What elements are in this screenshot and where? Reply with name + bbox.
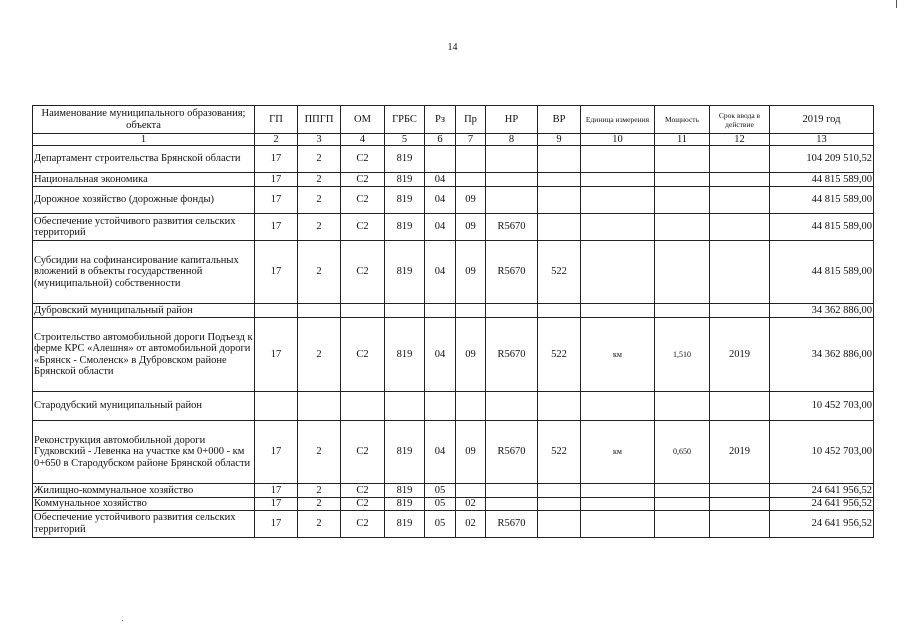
table-cell: 04 [425, 318, 456, 392]
table-cell [298, 392, 341, 421]
table-cell: 17 [255, 146, 298, 173]
table-cell [655, 214, 710, 241]
table-cell [425, 392, 456, 421]
amount-cell: 44 815 589,00 [770, 173, 874, 187]
table-cell: 1,510 [655, 318, 710, 392]
table-cell: 05 [425, 484, 456, 498]
table-row [33, 498, 874, 511]
table-row [33, 484, 874, 498]
table-cell: 17 [255, 241, 298, 304]
table-cell: С2 [341, 421, 385, 484]
amount-cell: 34 362 886,00 [770, 304, 874, 318]
table-cell [655, 498, 710, 511]
table-cell: С2 [341, 318, 385, 392]
table-cell: 04 [425, 187, 456, 214]
table-cell [486, 173, 538, 187]
table-cell [655, 304, 710, 318]
amount-cell: 10 452 703,00 [770, 421, 874, 484]
table-cell: 819 [385, 187, 425, 214]
table-cell [655, 173, 710, 187]
table-cell [486, 484, 538, 498]
table-cell [425, 146, 456, 173]
table-cell [710, 498, 770, 511]
header-pr: Пр [456, 106, 486, 134]
amount-cell: 104 209 510,52 [770, 146, 874, 173]
table-cell: 05 [425, 510, 456, 537]
table-row [33, 318, 874, 392]
table-cell [581, 173, 655, 187]
table-cell: 2 [298, 173, 341, 187]
table-cell: 2 [298, 214, 341, 241]
table-cell [538, 304, 581, 318]
table-cell: 819 [385, 146, 425, 173]
table-cell [255, 392, 298, 421]
table-cell [456, 392, 486, 421]
object-name-cell: Субсидии на софинансирование капитальных вложений в объекты государственной (муниципальной) собственности [33, 241, 255, 304]
column-number: 8 [486, 134, 538, 146]
table-cell [486, 304, 538, 318]
table-cell: 17 [255, 421, 298, 484]
table-cell: 819 [385, 241, 425, 304]
table-cell: R5670 [486, 214, 538, 241]
object-name-cell: Коммунальное хозяйство [33, 498, 255, 511]
budget-table [32, 105, 874, 538]
table-cell [710, 304, 770, 318]
table-row [33, 187, 874, 214]
table-cell [486, 498, 538, 511]
amount-cell: 24 641 956,52 [770, 484, 874, 498]
table-cell [341, 304, 385, 318]
table-cell [255, 304, 298, 318]
table-cell [486, 187, 538, 214]
table-cell [538, 173, 581, 187]
header-rz: Рз [425, 106, 456, 134]
column-number: 10 [581, 134, 655, 146]
table-cell: С2 [341, 173, 385, 187]
table-cell: км [581, 421, 655, 484]
table-cell: 17 [255, 173, 298, 187]
column-number: 3 [298, 134, 341, 146]
column-number: 7 [456, 134, 486, 146]
object-name-cell: Обеспечение устойчивого развития сельских территорий [33, 214, 255, 241]
amount-cell: 44 815 589,00 [770, 214, 874, 241]
table-cell [538, 484, 581, 498]
table-cell [581, 214, 655, 241]
table-cell [581, 498, 655, 511]
table-cell: С2 [341, 214, 385, 241]
table-cell: 04 [425, 173, 456, 187]
scan-dot [122, 620, 123, 621]
object-name-cell: Департамент строительства Брянской области [33, 146, 255, 173]
header-name: Наименование муниципального образования; объекта [33, 106, 255, 134]
table-cell [581, 304, 655, 318]
column-number: 6 [425, 134, 456, 146]
table-cell: R5670 [486, 318, 538, 392]
header-nr: НР [486, 106, 538, 134]
table-cell [456, 173, 486, 187]
header-unit: Единица измерения [581, 106, 655, 134]
header-capacity: Мощность [655, 106, 710, 134]
object-name-cell: Строительство автомобильной дороги Подъезд к ферме КРС «Алешня» от автомобильной дороги «Брянск - Смоленск» в Дубровском районе Брянской области [33, 318, 255, 392]
table-cell [385, 392, 425, 421]
table-cell [581, 392, 655, 421]
table-row [33, 304, 874, 318]
table-cell: 2019 [710, 421, 770, 484]
table-cell: С2 [341, 146, 385, 173]
table-cell [456, 304, 486, 318]
table-row [33, 241, 874, 304]
table-cell [456, 484, 486, 498]
table-cell: 09 [456, 241, 486, 304]
table-cell: 819 [385, 421, 425, 484]
object-name-cell: Дубровский муниципальный район [33, 304, 255, 318]
header-om: ОМ [341, 106, 385, 134]
table-cell [710, 146, 770, 173]
table-cell [425, 304, 456, 318]
table-cell: 2 [298, 498, 341, 511]
table-cell [581, 510, 655, 537]
table-cell [298, 304, 341, 318]
table-cell [710, 214, 770, 241]
table-cell: 2 [298, 510, 341, 537]
header-vr: ВР [538, 106, 581, 134]
table-cell: 2 [298, 484, 341, 498]
table-cell: 819 [385, 484, 425, 498]
table-cell: R5670 [486, 510, 538, 537]
table-cell [655, 484, 710, 498]
table-cell [486, 392, 538, 421]
header-commission-date: Срок ввода в действие [710, 106, 770, 134]
table-cell [486, 146, 538, 173]
table-cell [710, 187, 770, 214]
object-name-cell: Жилищно-коммунальное хозяйство [33, 484, 255, 498]
table-row [33, 510, 874, 537]
table-cell: 2 [298, 187, 341, 214]
table-cell: С2 [341, 241, 385, 304]
table-cell: 05 [425, 498, 456, 511]
table-cell [655, 392, 710, 421]
table-cell [538, 214, 581, 241]
table-cell [710, 392, 770, 421]
object-name-cell: Дорожное хозяйство (дорожные фонды) [33, 187, 255, 214]
amount-cell: 24 641 956,52 [770, 510, 874, 537]
table-cell [538, 498, 581, 511]
table-cell [710, 241, 770, 304]
table-cell: 17 [255, 484, 298, 498]
table-cell: С2 [341, 510, 385, 537]
table-cell: км [581, 318, 655, 392]
table-cell: 819 [385, 173, 425, 187]
table-cell [538, 510, 581, 537]
table-cell: 522 [538, 421, 581, 484]
table-cell: 04 [425, 241, 456, 304]
table-cell [581, 187, 655, 214]
table-cell [581, 241, 655, 304]
object-name-cell: Обеспечение устойчивого развития сельских территорий [33, 510, 255, 537]
table-cell [655, 146, 710, 173]
header-row [33, 106, 874, 134]
table-cell: С2 [341, 484, 385, 498]
table-cell: R5670 [486, 241, 538, 304]
table-cell [581, 146, 655, 173]
amount-cell: 44 815 589,00 [770, 187, 874, 214]
table-cell [710, 484, 770, 498]
column-number: 5 [385, 134, 425, 146]
table-cell [655, 510, 710, 537]
table-cell [655, 187, 710, 214]
column-number: 2 [255, 134, 298, 146]
header-year: 2019 год [770, 106, 874, 134]
column-number: 9 [538, 134, 581, 146]
table-cell: 819 [385, 214, 425, 241]
table-cell: 04 [425, 214, 456, 241]
table-row [33, 173, 874, 187]
table-cell [710, 173, 770, 187]
corner-mark [896, 0, 897, 8]
object-name-cell: Национальная экономика [33, 173, 255, 187]
object-name-cell: Реконструкция автомобильной дороги Гудковский - Левенка на участке км 0+000 - км 0+650 в Стародубском районе Брянской области [33, 421, 255, 484]
table-cell: 2019 [710, 318, 770, 392]
header-grbs: ГРБС [385, 106, 425, 134]
amount-cell: 34 362 886,00 [770, 318, 874, 392]
table-row [33, 214, 874, 241]
table-cell [710, 510, 770, 537]
table-cell: 2 [298, 241, 341, 304]
table-cell: С2 [341, 187, 385, 214]
table-row [33, 421, 874, 484]
table-cell [538, 187, 581, 214]
table-cell: С2 [341, 498, 385, 511]
header-gp: ГП [255, 106, 298, 134]
column-number: 12 [710, 134, 770, 146]
table-cell: 02 [456, 510, 486, 537]
table-cell: 17 [255, 214, 298, 241]
column-number: 13 [770, 134, 874, 146]
amount-cell: 24 641 956,52 [770, 498, 874, 511]
header-ppgp: ППГП [298, 106, 341, 134]
table-cell: R5670 [486, 421, 538, 484]
table-cell: 17 [255, 498, 298, 511]
table-cell [385, 304, 425, 318]
table-cell: 17 [255, 187, 298, 214]
table-cell: 819 [385, 318, 425, 392]
table-cell: 2 [298, 421, 341, 484]
table-cell: 17 [255, 318, 298, 392]
table-cell: 09 [456, 214, 486, 241]
table-cell: 522 [538, 241, 581, 304]
table-cell: 09 [456, 318, 486, 392]
table-cell: 819 [385, 498, 425, 511]
table-cell: 09 [456, 187, 486, 214]
table-cell: 2 [298, 146, 341, 173]
table-cell: 09 [456, 421, 486, 484]
column-number: 1 [33, 134, 255, 146]
table-cell [538, 146, 581, 173]
table-row [33, 392, 874, 421]
table-cell: 0,650 [655, 421, 710, 484]
table-cell: 522 [538, 318, 581, 392]
table-cell: 2 [298, 318, 341, 392]
table-cell [341, 392, 385, 421]
table-cell [456, 146, 486, 173]
page-number: 14 [447, 42, 458, 53]
table-cell: 819 [385, 510, 425, 537]
table-row [33, 146, 874, 173]
object-name-cell: Стародубский муниципальный район [33, 392, 255, 421]
table-cell: 02 [456, 498, 486, 511]
table-cell [538, 392, 581, 421]
amount-cell: 44 815 589,00 [770, 241, 874, 304]
column-number: 4 [341, 134, 385, 146]
table-cell [581, 484, 655, 498]
column-number-row [33, 134, 874, 146]
table-cell: 04 [425, 421, 456, 484]
table-cell [655, 241, 710, 304]
column-number: 11 [655, 134, 710, 146]
amount-cell: 10 452 703,00 [770, 392, 874, 421]
table-cell: 17 [255, 510, 298, 537]
